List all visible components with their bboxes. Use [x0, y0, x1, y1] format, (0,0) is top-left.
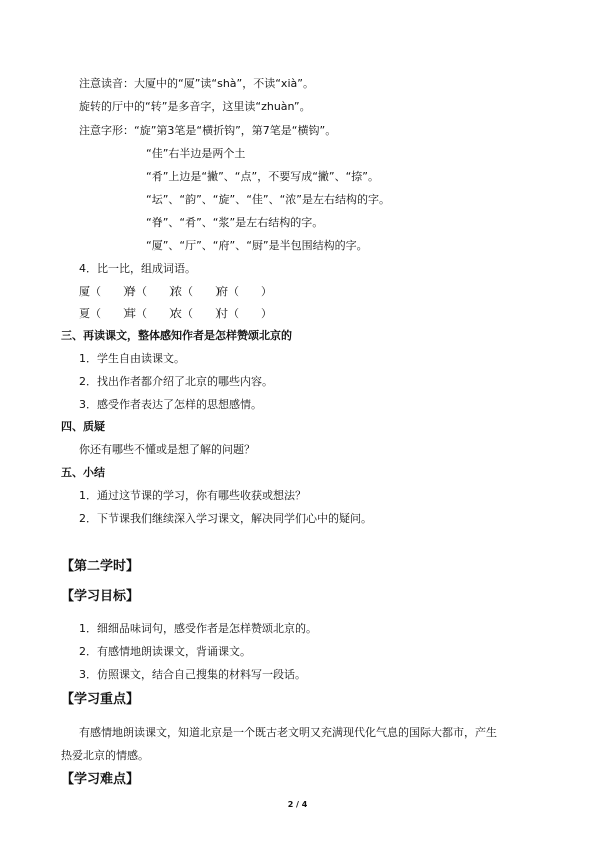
focus-text: 有感情地朗读课文，知道北京是一个既古老文明又充满现代化气息的国际大都市，产生	[79, 726, 497, 739]
lesson-2-heading: 【第二学时】	[61, 559, 140, 574]
list-item: 3．仿照课文，结合自己搜集的材料写一段话。	[79, 668, 306, 681]
compare-cell: 农（ ）	[171, 307, 226, 320]
list-item: 1．细细品味词句，感受作者是怎样赞颂北京的。	[79, 622, 317, 635]
compare-cell: 厦（ ）	[79, 285, 134, 298]
difficulty-heading: 【学习难点】	[61, 772, 140, 787]
page-number: 2 / 4	[287, 800, 308, 809]
compare-cell: 府（ ）	[217, 285, 272, 298]
compare-cell: 浓（ ）	[171, 285, 226, 298]
section-5-heading: 五、小结	[61, 466, 105, 479]
list-item: 1．学生自由读课文。	[79, 352, 185, 365]
glyph-note-item: “厦”、“厅”、“府”、“厨”是半包围结构的字。	[146, 239, 368, 252]
pronunciation-note-1: 注意读音：大厦中的“厦”读“shà”，不读“xià”。	[79, 77, 314, 90]
glyph-note-item: “肴”上边是“撇”、“点”，不要写成“撇”、“捺”。	[146, 170, 379, 183]
list-item: 3．感受作者表达了怎样的思想感情。	[79, 398, 262, 411]
compare-title: 4．比一比，组成词语。	[79, 262, 196, 275]
compare-cell: 夏（ ）	[79, 307, 134, 320]
list-item: 2．有感情地朗读课文，背诵课文。	[79, 645, 251, 658]
focus-heading: 【学习重点】	[61, 692, 140, 707]
goals-heading: 【学习目标】	[61, 589, 140, 604]
list-item: 2．找出作者都介绍了北京的哪些内容。	[79, 375, 273, 388]
compare-row-2	[79, 307, 272, 321]
compare-cell: 脊（ ）	[125, 285, 180, 298]
compare-cell: 茸（ ）	[125, 307, 180, 320]
list-item: 2．下节课我们继续深入学习课文，解决同学们心中的疑问。	[79, 512, 372, 525]
section-4-heading: 四、质疑	[61, 420, 105, 433]
glyph-note-item: “脊”、“肴”、“浆”是左右结构的字。	[146, 216, 324, 229]
glyph-note-item: “佳”右半边是两个土	[146, 147, 246, 160]
compare-cell: 付（ ）	[217, 307, 272, 320]
compare-row-1	[79, 285, 272, 299]
glyph-note-item: “坛”、“韵”、“旋”、“佳”、“浓”是左右结构的字。	[146, 193, 390, 206]
focus-text: 热爱北京的情感。	[61, 749, 149, 762]
section-3-heading: 三、再读课文，整体感知作者是怎样赞颂北京的	[61, 329, 292, 342]
section-4-text: 你还有哪些不懂或是想了解的问题？	[79, 443, 255, 456]
glyph-note-title: 注意字形：“旋”第3笔是“横折钩”，第7笔是“横钩”。	[79, 124, 337, 137]
list-item: 1．通过这节课的学习，你有哪些收获或想法？	[79, 489, 306, 502]
pronunciation-note-2: 旋转的厅中的“转”是多音字，这里读“zhuàn”。	[79, 100, 311, 113]
